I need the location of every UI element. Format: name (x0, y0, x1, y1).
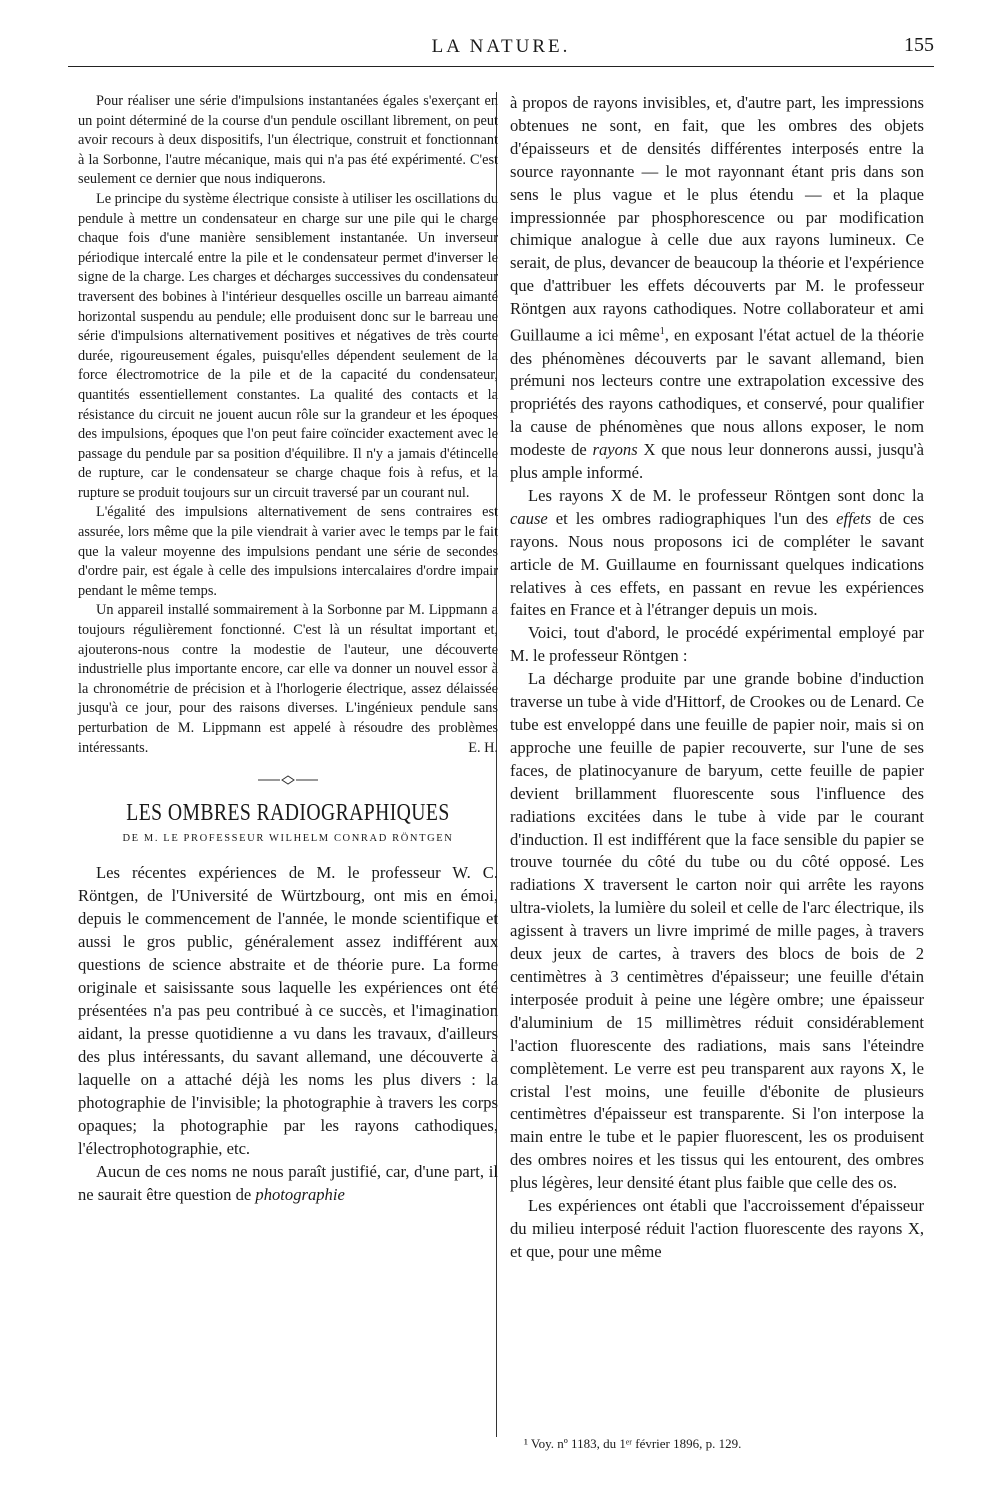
paragraph-text: et les ombres radiographiques l'un des (547, 508, 837, 528)
paragraph (510, 92, 924, 485)
paragraph-text: X que nous leur donnerons aussi, jusqu'à plus ample informé. (510, 440, 924, 483)
article-title: LES OMBRES RADIOGRAPHIQUES (126, 799, 450, 826)
paragraph: Les expériences ont établi que l'accroissement d'épaisseur du milieu interposé réduit l'action fluorescente des rayons X, et que, pour une même (510, 1196, 924, 1261)
author-signature: E. H. (468, 739, 498, 756)
paragraph-text: de ces rayons. Nous nous proposons ici de compléter le savant article de M. Guillaume en fournissant quelques indications relatives à ces effets, en passant en revue les expériences faites en France et à l'étranger depuis un mois. (510, 508, 925, 620)
journal-title: LA NATURE. (431, 36, 571, 57)
paragraph-text: Les rayons X de M. le professeur Röntgen sont donc la (528, 485, 924, 505)
paragraph: Pour réaliser une série d'impulsions instantanées égales s'exerçant en un point déterminé de la course d'un pendule oscillant librement, on peut avoir recours à deux dispositifs, l'un électrique, construit et fonctionnant à la Sorbonne, l'autre mécanique, mais qui n'a pas été expérimenté. C'est seulement ce dernier que nous indiquerons. (78, 93, 498, 188)
paragraph (78, 1160, 498, 1206)
section-ornament-divider (78, 772, 498, 792)
emphasis: cause (510, 508, 548, 528)
right-column (510, 92, 924, 1264)
paragraph-text: , en exposant l'état actuel de la théorie des phénomènes découverts par le savant allemand, bien prémuni nos lecteurs contre une extrapolation excessive des propriétés des rayons cathodiques, et conservé, pour qualifier la cause de phénomènes que nous allons exposer, le nom modeste de (510, 325, 924, 460)
emphasis: effets (836, 508, 872, 528)
emphasis: rayons (592, 440, 638, 460)
paragraph: Les récentes expériences de M. le professeur W. C. Röntgen, de l'Université de Würtzbourg, ont mis en émoi, depuis le commencement de l'année, le monde scientifique et aussi le gros public, généralement assez indifférent aux questions de science abstraite et de théorie pure. La forme originale et saisissante sous laquelle les expériences ont été présentées n'a pas peu contribué à ce succès, et l'imagination aidant, la presse quotidienne a vu dans les travaux, d'ailleurs des plus intéressants, du savant allemand, une découverte à laquelle on a attaché déjà les noms les plus divers : la photographie de l'invisible; la photographie à travers les corps opaques; la photographie par les rayons cathodiques, l'électrophotographie, etc. (78, 862, 498, 1158)
paragraph (78, 601, 498, 758)
article-body-left (78, 861, 498, 1206)
footnote-mark: 1 (659, 326, 665, 338)
left-column (78, 92, 498, 1206)
paragraph: La décharge produite par une grande bobine d'induction traverse un tube à vide d'Hittorf, de Crookes ou de Lenard. Ce tube est enveloppé dans une feuille de papier noir, mais si on approche une feuille de papier recouverte, sur l'une de ses faces, de platinocyanure de baryum, cette feuille de papier devient brillamment fluorescente sous l'influence des radiations excitées dans le tube à vide par le courant d'induction. Il est indifférent que la face sensible du papier se trouve tournée du côté du tube ou du côté opposé. Les radiations X traversent le carton noir qui arrête les rayons ultra-violets, la lumière du soleil et celle de l'arc électrique, ils agissent à travers un livre imprimé de mille pages, à travers deux jeux de cartes, à travers des blocs de bois de 2 centimètres à 3 centimètres d'épaisseur; une feuille d'étain interposée produit à peine une légère ombre; une épaisseur d'aluminium de 15 millimètres réduit considérablement l'action fluorescente des radiations, mais sans l'éteindre complètement. Le verre est peu transparent aux rayons X, le cristal l'est moins, une feuille d'ébonite de plusieurs centimètres d'épaisseur est transparente. Si l'on interpose la main entre le tube et le papier fluorescent, les os produisent des ombres noires et les tissus qui les entourent, des ombres plus légères, leur densité étant plus faible que celle des os. (510, 669, 924, 1193)
article-subtitle: DE M. LE PROFESSEUR WILHELM CONRAD RÖNTGEN (122, 833, 454, 845)
paragraph: Voici, tout d'abord, le procédé expérimental employé par M. le professeur Röntgen : (510, 623, 924, 666)
paragraph-text: Aucun de ces noms ne nous paraît justifié, car, d'une part, il ne saurait être question de (78, 1161, 498, 1204)
paragraph-text: Un appareil installé sommairement à la Sorbonne par M. Lippmann a toujours régulièrement fonctionné. C'est là un résultat important et, ajouterons-nous contre la modestie de l'auteur, une découverte industrielle plus importante encore, car elle va donner un nouvel essor à la chronométrie de précision et à l'horlogerie électrique, assez délaissée jusqu'à ce jour, pour des raisons diverses. L'ingénieux pendule sans perturbation de M. Lippmann est appelé à résoudre des problèmes intéressants. (78, 602, 498, 756)
emphasis: photographie (255, 1184, 345, 1204)
paragraph: Le principe du système électrique consiste à utiliser les oscillations du pendule à mettre un condensateur en charge sur une pile qui le charge chaque fois d'une manière sensiblement instantanée. Un inverseur périodique intercalé entre la pile et le condensateur permet d'inverser le signe de la charge. Les charges et décharges successives du condensateur traversent des bobines à l'intérieur desquelles oscille un barreau aimanté horizontal suspendu au pendule; elle produisent donc sur le barreau une série d'impulsions alternativement positives et négatives de très courte durée, rigoureusement égales, puisqu'elles dépendent seulement de la force électromotrice de la pile et de la capacité du condensateur, quantités essentiellement constantes. La qualité des contacts et la résistance du circuit ne jouent aucun rôle sur la grandeur et les époques des impulsions, époques que l'on peut faire coïncider exactement avec le passage du pendule par sa position d'équilibre. Il n'y a jamais d'étincelle de rupture, car le condensateur se charge chaque fois à refus, et la rupture se produit toujours sur un circuit traversé par un courant nul. (78, 190, 498, 501)
paragraph-text: à propos de rayons invisibles, et, d'autre part, les impressions obtenues ne sont, en fait, que les ombres des objets d'épaisseurs et de densités différentes interposés entre la source rayonnante — le mot rayonnant étant pris dans son sens le plus vague et le plus étendu — et la plaque impressionnée par phosphorescence ou par modification chimique analogue à celle due aux rayons lumineux. Ce serait, de plus, devancer de beaucoup la théorie et l'expérience que d'attribuer les effets découverts par M. le professeur Röntgen aux rayons cathodiques. Notre collaborateur et ami Guillaume a ici même (510, 93, 924, 345)
paragraph (510, 485, 924, 622)
paragraph: L'égalité des impulsions alternativement de sens contraires est assurée, lors même que la pile viendrait à varier avec le temps par le fait que la valeur moyenne des impulsions pendant une série de secondes d'ordre pair, est égale à celle des impulsions intercalaires d'ordre impair pendant le même temps. (78, 504, 498, 599)
page-header (68, 30, 934, 67)
page-number: 155 (904, 34, 934, 56)
footnote: ¹ Voy. nº 1183, du 1ᵉʳ février 1896, p. 129. (524, 1436, 742, 1451)
